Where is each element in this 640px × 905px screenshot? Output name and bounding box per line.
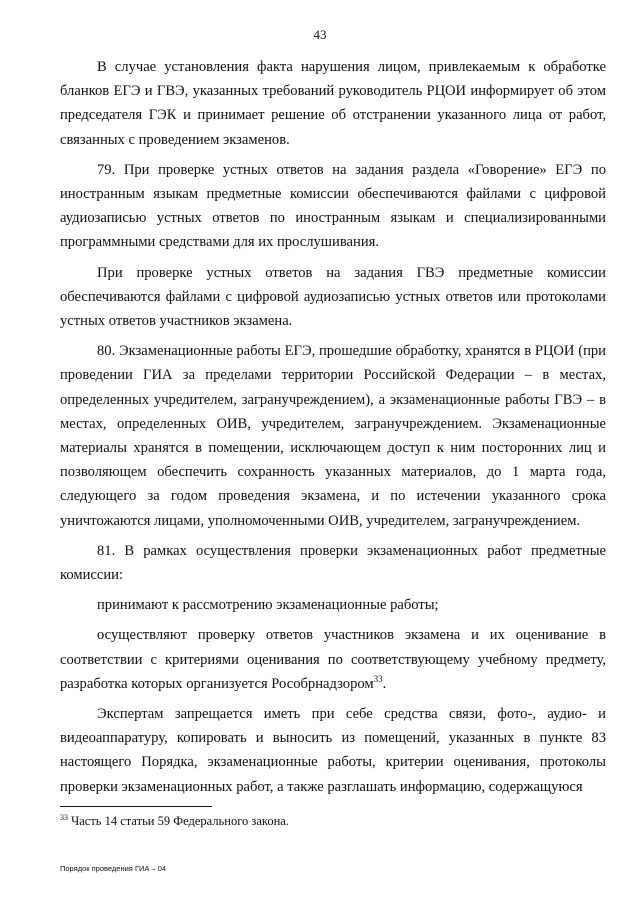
paragraph-79: 79. При проверке устных ответов на задания раздела «Говорение» ЕГЭ по иностранным языкам предметные комиссии обеспечиваются файлами с цифровой аудиозаписью устных ответов по иностранным языкам и специализированными программными средствами для их прослушивания.: [60, 161, 606, 251]
footnote: [60, 814, 289, 829]
paragraph-81-item-1: принимают к рассмотрению экзаменационные работы;: [97, 597, 439, 614]
paragraph-violation: В случае установления факта нарушения лицом, привлекаемым к обработке бланков ЕГЭ и ГВЭ, указанных требований руководитель РЦОИ информирует об этом председателя ГЭК и принимает решение об отстранении указанного лица от работ, связанных с проведением экзаменов.: [60, 59, 606, 148]
footnote-mark: 33: [60, 812, 68, 822]
footnote-reference: 33: [373, 674, 383, 685]
paragraph-80: 80. Экзаменационные работы ЕГЭ, прошедшие обработку, хранятся в РЦОИ (при проведении ГИА за пределами территории Российской Федерации – в местах, определенных учредителем, загранучреждением), а экзаменационные работы ГВЭ – в местах, определенных ОИВ, учредителем, загранучреждением. Экзаменационные материалы хранятся в помещении, исключающем доступ к ним посторонних лиц и позволяющем обеспечить сохранность указанных материалов, до 1 марта года, следующего за годом проведения экзамена, и по истечении указанного срока уничтожаются лицами, уполномоченными ОИВ, учредителем, загранучреждением.: [60, 343, 606, 529]
body-text: [60, 55, 606, 799]
paragraph-81-item-2-end: .: [382, 675, 387, 692]
paragraph-experts: Экспертам запрещается иметь при себе средства связи, фото-, аудио- и видеоаппаратуру, копировать и выносить из помещений, указанных в пункте 83 настоящего Порядка, экзаменационные работы, критерии оценивания, протоколы проверки экзаменационных работ, а также разглашать информацию, содержащуюся: [60, 706, 606, 795]
footnote-divider: [60, 806, 212, 807]
paragraph-81-item-2-text: осуществляют проверку ответов участников экзамена и их оценивание в соответствии с критериями оценивания по соответствующему учебному предмету, разработка которых организуется Рособрнадзором: [60, 627, 606, 692]
page-number: 43: [313, 27, 327, 42]
paragraph-81-item-2: [60, 623, 606, 696]
paragraph-79-gve: При проверке устных ответов на задания ГВЭ предметные комиссии обеспечиваются файлами с цифровой аудиозаписью устных ответов или протоколами устных ответов участников экзамена.: [60, 264, 606, 330]
paragraph-81: 81. В рамках осуществления проверки экзаменационных работ предметные комиссии:: [60, 542, 606, 584]
running-footer: Порядок проведения ГИА – 04: [60, 864, 167, 873]
footnote-text: Часть 14 статьи 59 Федерального закона.: [71, 814, 289, 828]
